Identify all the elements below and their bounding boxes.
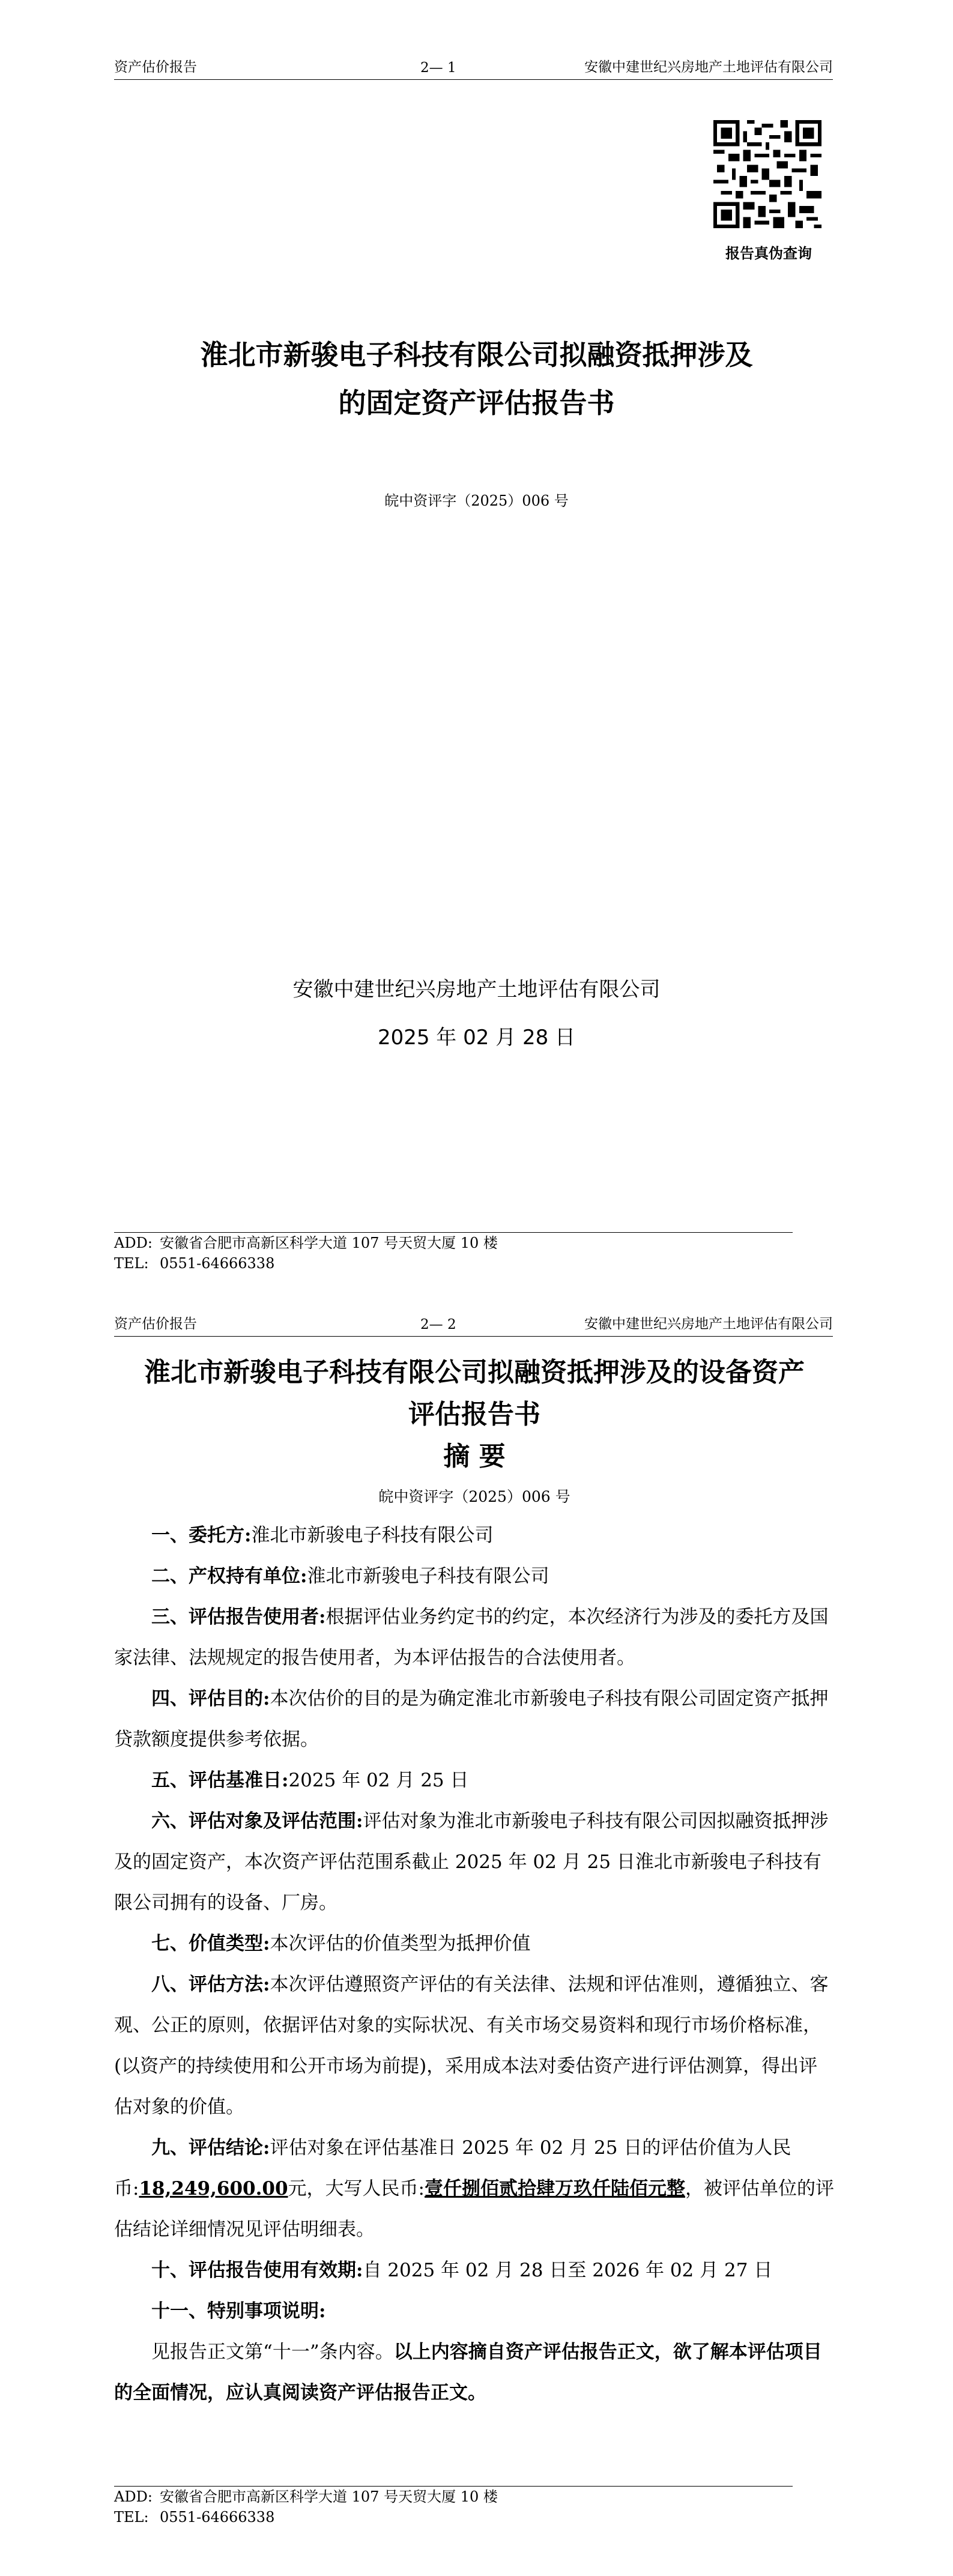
footer-address: [114, 2487, 793, 2507]
page-header: [114, 1312, 833, 1337]
address-value: 安徽省合肥市高新区科学大道 107 号天贸大厦 10 楼: [160, 2488, 498, 2505]
item-report-users: [114, 1597, 835, 1678]
item-owner-value: 淮北市新骏电子科技有限公司: [307, 1565, 549, 1587]
item-value-type-label: 七、价值类型:: [151, 1933, 270, 1955]
address-label: ADD:: [114, 2488, 153, 2505]
valuation-amount-uppercase: 壹仟捌佰贰拾肆万玖仟陆佰元整: [424, 2178, 685, 2200]
item-conclusion-text3: ，被评估单位的评估结论详细情况见评估明细表。: [114, 2178, 834, 2240]
cover-date: 2025 年 02 月 28 日: [377, 1026, 576, 1050]
item-method: [114, 1964, 835, 2127]
tel-value: 0551-64666338: [160, 2509, 275, 2526]
summary-title-line2: 评估报告书: [408, 1399, 540, 1430]
item-conclusion-text1: 评估对象在评估基准日 2025 年 02 月 25 日的评估价值为人民币:: [114, 2137, 791, 2200]
cover-company: 安徽中建世纪兴房地产土地评估有限公司: [292, 978, 661, 1002]
item-owner-label: 二、产权持有单位:: [151, 1565, 307, 1587]
item-report-users-value: 根据评估业务约定书的约定，本次经济行为涉及的委托方及国家法律、法规规定的报告使用者，为本评估报告的合法使用者。: [114, 1606, 829, 1669]
header-company: 安徽中建世纪兴房地产土地评估有限公司: [584, 59, 833, 75]
item-validity-value: 自 2025 年 02 月 28 日至 2026 年 02 月 27 日: [363, 2260, 773, 2281]
item-scope-label: 六、评估对象及评估范围:: [151, 1810, 363, 1832]
summary-report-number: 皖中资评字（2025）006 号: [378, 1488, 570, 1505]
item-special-text1: 见报告正文第“十一”条内容。: [151, 2341, 394, 2363]
qr-caption: 报告真伪查询: [725, 245, 812, 262]
item-conclusion: [114, 2127, 835, 2250]
header-page-number: 2— 2: [420, 1317, 456, 1332]
footer-address: [114, 1233, 793, 1253]
item-special-label: 十一、特别事项说明:: [151, 2300, 326, 2322]
item-method-label: 八、评估方法:: [151, 1974, 270, 1995]
page-footer: [114, 1232, 793, 1274]
item-method-value: 本次评估遵照资产评估的有关法律、法规和评估准则，遵循独立、客观、公正的原则，依据评估对象的实际状况、有关市场交易资料和现行市场价格标准，(以资产的持续使用和公开市场为前提)，采用成本法对委估资产进行评估测算，得出评估对象的价值。: [114, 1974, 829, 2118]
item-scope: [114, 1801, 835, 1923]
item-scope-value: 评估对象为淮北市新骏电子科技有限公司因拟融资抵押涉及的固定资产，本次资产评估范围系截止 2025 年 02 月 25 日淮北市新骏电子科技有限公司拥有的设备、厂房。: [114, 1810, 829, 1914]
tel-value: 0551-64666338: [160, 1255, 275, 1272]
summary-title-line1: 淮北市新骏电子科技有限公司拟融资抵押涉及的设备资产: [144, 1357, 805, 1388]
header-page-number: 2— 1: [420, 60, 456, 76]
item-conclusion-label: 九、评估结论:: [151, 2137, 270, 2159]
item-base-date-label: 五、评估基准日:: [151, 1770, 289, 1791]
item-special: [114, 2291, 835, 2332]
page-footer: [114, 2486, 793, 2527]
page-header: [114, 55, 833, 80]
item-report-users-label: 三、评估报告使用者:: [151, 1606, 326, 1628]
item-special-content: [114, 2332, 835, 2413]
cover-title-line2: 的固定资产评估报告书: [338, 387, 615, 419]
item-value-type-value: 本次评估的价值类型为抵押价值: [270, 1933, 531, 1955]
item-owner: [114, 1556, 835, 1597]
address-value: 安徽省合肥市高新区科学大道 107 号天贸大厦 10 楼: [160, 1235, 498, 1251]
item-client-label: 一、委托方:: [151, 1525, 252, 1546]
header-company: 安徽中建世纪兴房地产土地评估有限公司: [584, 1316, 833, 1332]
footer-telephone: [114, 1253, 793, 1274]
valuation-amount: 18,249,600.00: [139, 2178, 288, 2200]
summary-page: [0, 1288, 953, 2576]
item-validity: [114, 2250, 835, 2291]
item-purpose-value: 本次估价的目的是为确定淮北市新骏电子科技有限公司固定资产抵押贷款额度提供参考依据。: [114, 1688, 829, 1750]
item-client: [114, 1515, 835, 1556]
cover-report-number: 皖中资评字（2025）006 号: [384, 492, 569, 509]
item-value-type: [114, 1923, 835, 1964]
item-purpose-label: 四、评估目的:: [151, 1688, 270, 1710]
header-left-text: 资产估价报告: [114, 59, 197, 75]
header-left-text: 资产估价报告: [114, 1316, 197, 1332]
item-purpose: [114, 1678, 835, 1760]
item-base-date-value: 2025 年 02 月 25 日: [288, 1770, 469, 1791]
qr-code-icon[interactable]: [713, 120, 821, 228]
item-special-text2: 以上内容摘自资产评估报告正文，欲了解本评估项目的全面情况，应认真阅读资产评估报告正文。: [114, 2341, 822, 2404]
summary-heading: 摘 要: [443, 1441, 506, 1472]
item-validity-label: 十、评估报告使用有效期:: [151, 2260, 363, 2281]
tel-label: TEL:: [114, 1255, 149, 1272]
footer-telephone: [114, 2507, 793, 2527]
tel-label: TEL:: [114, 2509, 149, 2526]
item-conclusion-text2: 元，大写人民币:: [288, 2178, 425, 2200]
item-client-value: 淮北市新骏电子科技有限公司: [251, 1525, 494, 1546]
item-base-date: [114, 1760, 835, 1801]
address-label: ADD:: [114, 1235, 153, 1251]
cover-title-line1: 淮北市新骏电子科技有限公司拟融资抵押涉及: [200, 339, 753, 371]
